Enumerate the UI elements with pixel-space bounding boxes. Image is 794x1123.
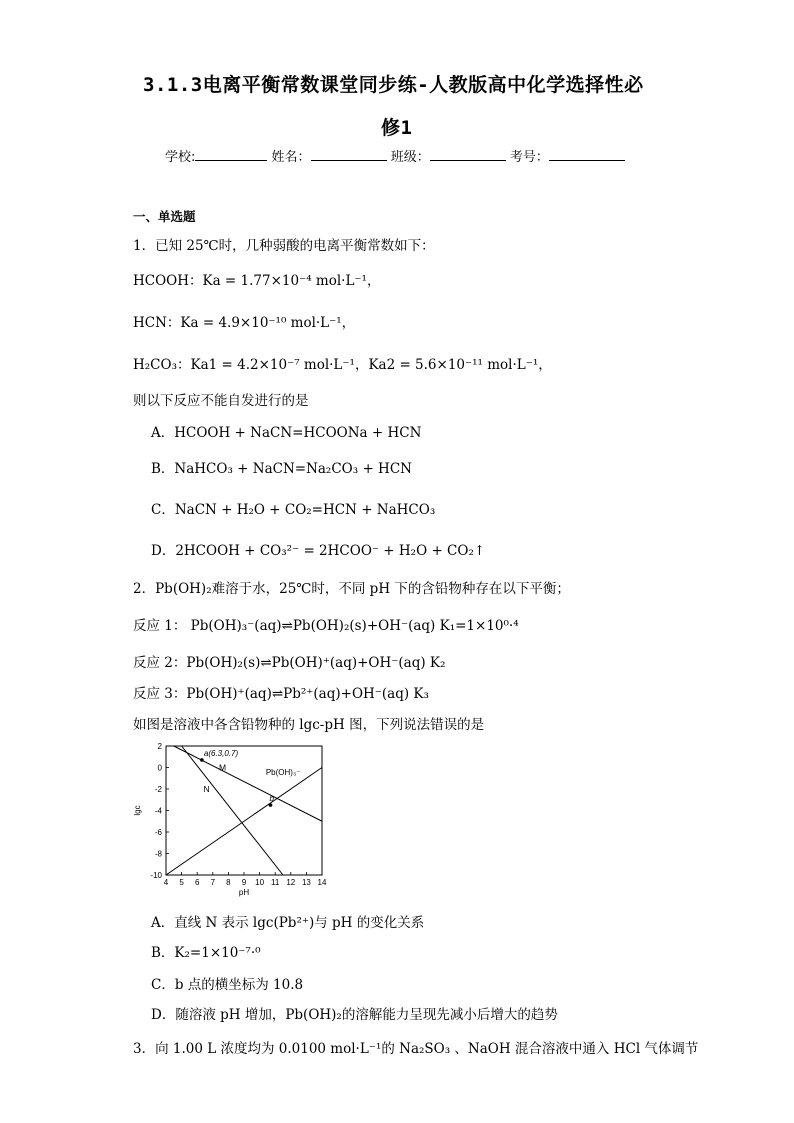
series-label-pboh3: Pb(OH)₃⁻ xyxy=(265,768,301,778)
school-field[interactable] xyxy=(195,148,267,161)
q1-h2co3: H₂CO₃：Ka1 = 4.2×10⁻⁷ mol·L⁻¹，Ka2 = 5.6×10⁻¹¹ mol·L⁻¹， xyxy=(133,357,552,373)
x-tick-label: 6 xyxy=(194,878,200,887)
y-axis-label: lgc xyxy=(133,805,142,816)
q1-option-a[interactable]: A．HCOOH + NaCN=HCOONa + HCN xyxy=(151,425,422,441)
q2-option-d[interactable]: D．随溶液 pH 增加，Pb(OH)₂的溶解能力呈现先减小后增大的趋势 xyxy=(151,1007,558,1023)
y-tick-label: -2 xyxy=(154,785,162,794)
q1-option-c[interactable]: C．NaCN + H₂O + CO₂=HCN + NaHCO₃ xyxy=(151,502,436,518)
q1-option-d[interactable]: D．2HCOOH + CO₃²⁻ = 2HCOO⁻ + H₂O + CO₂↑ xyxy=(151,543,486,559)
q1-option-b[interactable]: B．NaHCO₃ + NaCN=Na₂CO₃ + HCN xyxy=(151,461,412,477)
page-title-line1: 3.1.3电离平衡常数课堂同步练-人教版高中化学选择性必 xyxy=(143,74,644,96)
exam-number-field[interactable] xyxy=(549,148,625,161)
x-tick-label: 9 xyxy=(241,878,247,887)
q2-reaction-2: 反应 2：Pb(OH)₂(s)⇌Pb(OH)⁺(aq)+OH⁻(aq) K₂ xyxy=(133,655,446,671)
q2-option-c[interactable]: C．b 点的横坐标为 10.8 xyxy=(151,977,304,993)
name-label: 姓名： xyxy=(271,150,311,165)
series-line-2 xyxy=(174,746,322,821)
y-tick-label: -6 xyxy=(154,828,162,837)
y-tick-label: -10 xyxy=(150,871,162,880)
series-label-n: N xyxy=(203,784,210,795)
x-tick-label: 11 xyxy=(271,878,280,887)
class-field[interactable] xyxy=(430,148,506,161)
q1-ask: 则以下反应不能自发进行的是 xyxy=(133,393,309,409)
point-label-1: a(6.3,0.7) xyxy=(203,748,239,758)
y-tick-label: 2 xyxy=(157,742,162,751)
point-1 xyxy=(200,758,204,762)
x-tick-label: 14 xyxy=(317,878,327,887)
point-2 xyxy=(269,803,273,807)
q2-stem: 2．Pb(OH)₂难溶于水，25℃时，不同 pH 下的含铅物种存在以下平衡； xyxy=(133,581,570,597)
x-tick-label: 7 xyxy=(210,878,216,887)
plot-frame xyxy=(166,746,322,875)
y-tick-label: 0 xyxy=(157,763,162,773)
class-label: 班级： xyxy=(390,150,430,165)
q2-option-b[interactable]: B．K₂=1×10⁻⁷·⁰ xyxy=(151,945,261,961)
q2-reaction-3: 反应 3：Pb(OH)⁺(aq)⇌Pb²⁺(aq)+OH⁻(aq) K₃ xyxy=(133,686,429,702)
x-tick-label: 4 xyxy=(163,878,169,887)
info-row xyxy=(165,146,625,165)
page-title-line2: 修1 xyxy=(381,117,413,139)
q2-option-a[interactable]: A．直线 N 表示 lgc(Pb²⁺)与 pH 的变化关系 xyxy=(151,915,425,931)
x-tick-label: 5 xyxy=(179,878,184,887)
point-label-2: b xyxy=(269,794,274,804)
school-label: 学校: xyxy=(165,150,196,165)
q2-reaction-1: 反应 1： Pb(OH)₃⁻(aq)⇌Pb(OH)₂(s)+OH⁻(aq) K₁=1×10⁰·⁴ xyxy=(133,618,519,634)
x-tick-label: 8 xyxy=(226,878,231,887)
q1-hcooh: HCOOH：Ka = 1.77×10⁻⁴ mol·L⁻¹， xyxy=(133,273,381,289)
section-heading: 一、单选题 xyxy=(133,209,196,224)
y-tick-label: -4 xyxy=(154,806,162,816)
y-tick-label: -8 xyxy=(154,849,162,859)
series-label-m: M xyxy=(219,762,227,773)
q1-hcn: HCN：Ka = 4.9×10⁻¹⁰ mol·L⁻¹， xyxy=(133,315,356,331)
q1-stem: 1．已知 25℃时，几种弱酸的电离平衡常数如下： xyxy=(133,238,435,254)
series-line-1 xyxy=(182,746,283,875)
q2-ask: 如图是溶液中各含铅物种的 lgc-pH 图，下列说法错误的是 xyxy=(133,717,485,733)
exam-number-label: 考号： xyxy=(509,150,549,165)
x-tick-label: 10 xyxy=(255,878,265,887)
name-field[interactable] xyxy=(311,148,387,161)
x-tick-label: 12 xyxy=(286,878,296,887)
q3-stem: 3．向 1.00 L 浓度均为 0.0100 mol·L⁻¹的 Na₂SO₃ 、NaOH 混合溶液中通入 HCl 气体调节 xyxy=(133,1041,699,1057)
lgc-ph-chart xyxy=(132,740,332,900)
x-tick-label: 13 xyxy=(301,878,311,887)
series-line-3 xyxy=(166,768,322,876)
x-axis-label: pH xyxy=(238,888,250,897)
